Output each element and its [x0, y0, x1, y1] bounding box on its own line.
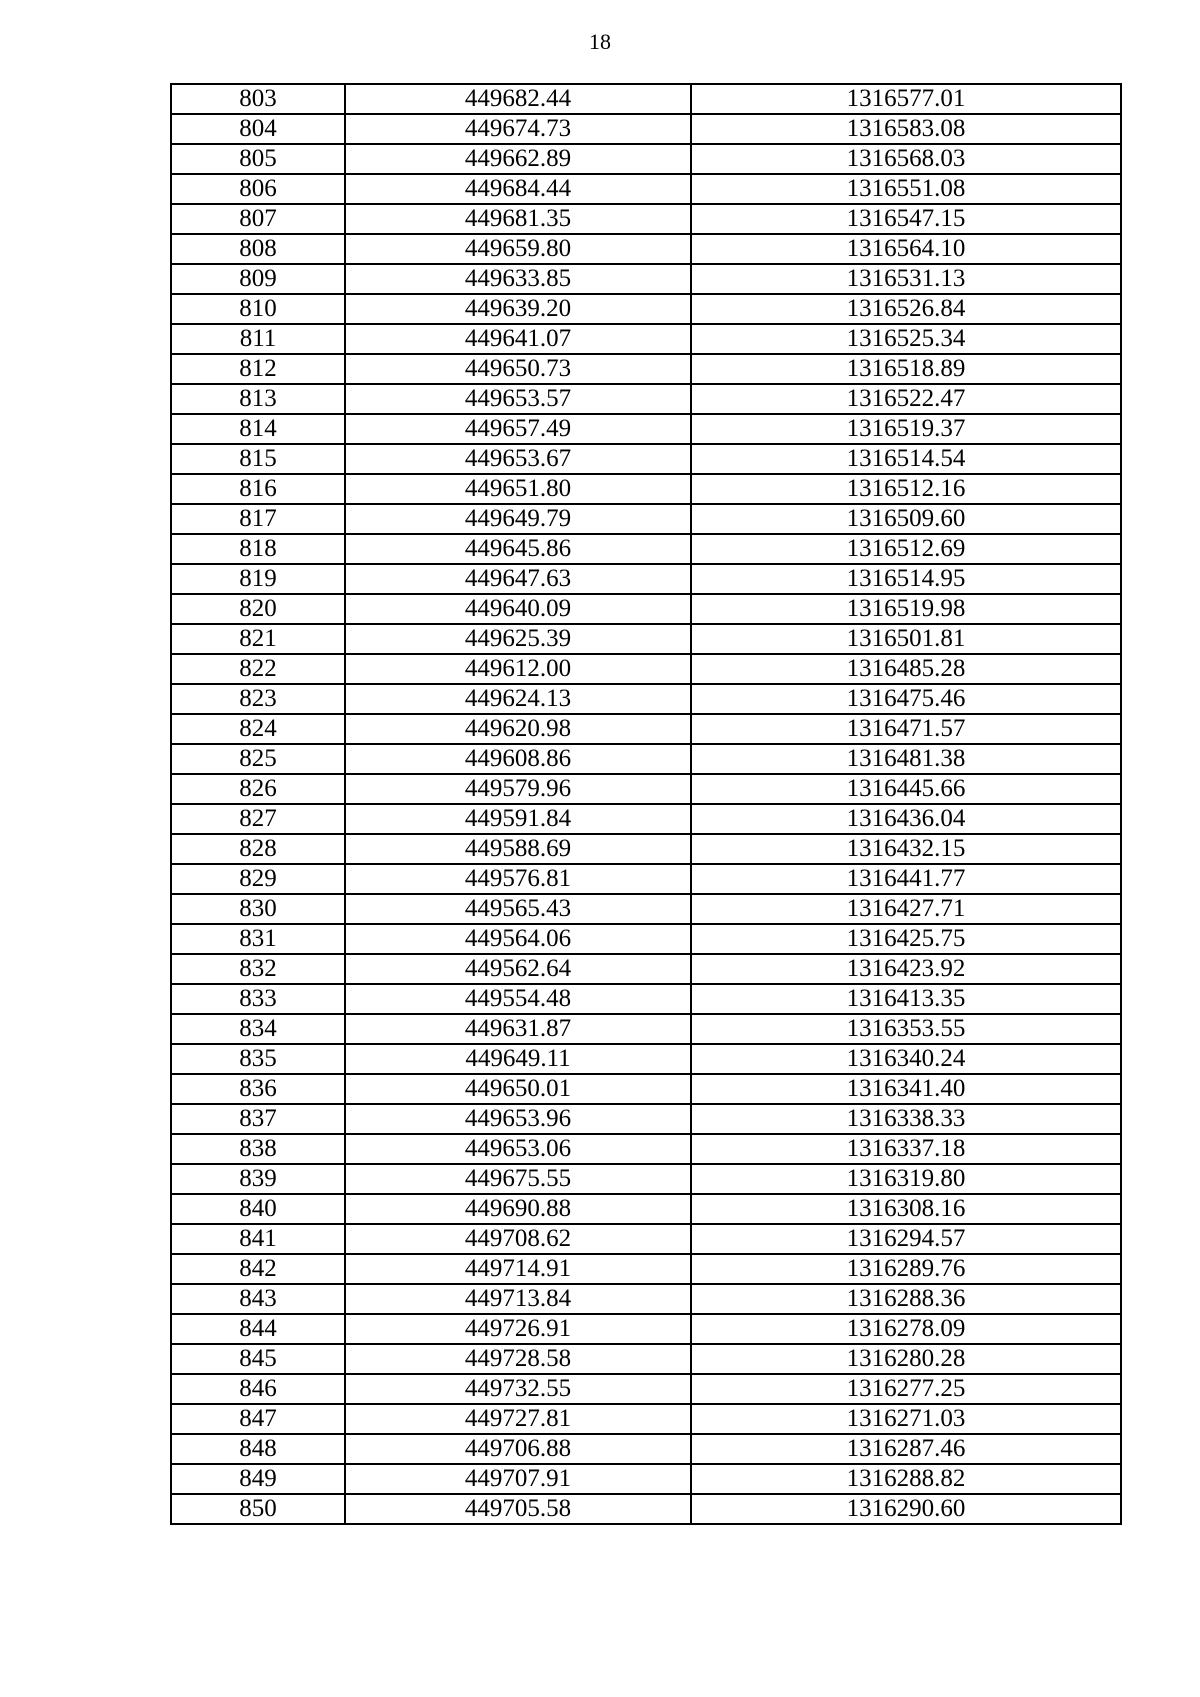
table-row	[171, 1224, 1121, 1254]
y-coordinate-cell: 1316290.60	[691, 1494, 1121, 1524]
y-coordinate-cell: 1316564.10	[691, 234, 1121, 264]
point-number-cell: 819	[171, 564, 345, 594]
x-coordinate-cell: 449562.64	[345, 954, 691, 984]
y-coordinate-cell: 1316280.28	[691, 1344, 1121, 1374]
x-coordinate-cell: 449565.43	[345, 894, 691, 924]
x-coordinate-cell: 449726.91	[345, 1314, 691, 1344]
table-row	[171, 174, 1121, 204]
point-number-cell: 813	[171, 384, 345, 414]
point-number-cell: 812	[171, 354, 345, 384]
table-row	[171, 594, 1121, 624]
x-coordinate-cell: 449653.57	[345, 384, 691, 414]
y-coordinate-cell: 1316512.16	[691, 474, 1121, 504]
table-row	[171, 384, 1121, 414]
table-row	[171, 1014, 1121, 1044]
y-coordinate-cell: 1316519.98	[691, 594, 1121, 624]
table-row	[171, 1434, 1121, 1464]
x-coordinate-cell: 449576.81	[345, 864, 691, 894]
x-coordinate-cell: 449631.87	[345, 1014, 691, 1044]
y-coordinate-cell: 1316353.55	[691, 1014, 1121, 1044]
y-coordinate-cell: 1316288.36	[691, 1284, 1121, 1314]
x-coordinate-cell: 449653.67	[345, 444, 691, 474]
coordinates-table	[170, 83, 1122, 1525]
table-row	[171, 924, 1121, 954]
point-number-cell: 811	[171, 324, 345, 354]
x-coordinate-cell: 449653.06	[345, 1134, 691, 1164]
point-number-cell: 850	[171, 1494, 345, 1524]
x-coordinate-cell: 449650.01	[345, 1074, 691, 1104]
x-coordinate-cell: 449649.79	[345, 504, 691, 534]
table-row	[171, 234, 1121, 264]
table-row	[171, 834, 1121, 864]
point-number-cell: 827	[171, 804, 345, 834]
y-coordinate-cell: 1316514.95	[691, 564, 1121, 594]
table-row	[171, 84, 1121, 114]
point-number-cell: 841	[171, 1224, 345, 1254]
x-coordinate-cell: 449713.84	[345, 1284, 691, 1314]
table-row	[171, 114, 1121, 144]
x-coordinate-cell: 449645.86	[345, 534, 691, 564]
y-coordinate-cell: 1316427.71	[691, 894, 1121, 924]
x-coordinate-cell: 449732.55	[345, 1374, 691, 1404]
table-row	[171, 654, 1121, 684]
y-coordinate-cell: 1316341.40	[691, 1074, 1121, 1104]
y-coordinate-cell: 1316278.09	[691, 1314, 1121, 1344]
y-coordinate-cell: 1316432.15	[691, 834, 1121, 864]
point-number-cell: 842	[171, 1254, 345, 1284]
y-coordinate-cell: 1316441.77	[691, 864, 1121, 894]
point-number-cell: 838	[171, 1134, 345, 1164]
y-coordinate-cell: 1316445.66	[691, 774, 1121, 804]
table-row	[171, 714, 1121, 744]
y-coordinate-cell: 1316287.46	[691, 1434, 1121, 1464]
table-row	[171, 294, 1121, 324]
x-coordinate-cell: 449728.58	[345, 1344, 691, 1374]
x-coordinate-cell: 449705.58	[345, 1494, 691, 1524]
point-number-cell: 833	[171, 984, 345, 1014]
point-number-cell: 849	[171, 1464, 345, 1494]
point-number-cell: 825	[171, 744, 345, 774]
y-coordinate-cell: 1316583.08	[691, 114, 1121, 144]
point-number-cell: 832	[171, 954, 345, 984]
x-coordinate-cell: 449727.81	[345, 1404, 691, 1434]
point-number-cell: 824	[171, 714, 345, 744]
y-coordinate-cell: 1316525.34	[691, 324, 1121, 354]
table-row	[171, 954, 1121, 984]
x-coordinate-cell: 449564.06	[345, 924, 691, 954]
table-row	[171, 474, 1121, 504]
x-coordinate-cell: 449662.89	[345, 144, 691, 174]
point-number-cell: 823	[171, 684, 345, 714]
point-number-cell: 805	[171, 144, 345, 174]
point-number-cell: 831	[171, 924, 345, 954]
point-number-cell: 846	[171, 1374, 345, 1404]
table-row	[171, 1044, 1121, 1074]
table-row	[171, 1374, 1121, 1404]
table-row	[171, 504, 1121, 534]
x-coordinate-cell: 449653.96	[345, 1104, 691, 1134]
y-coordinate-cell: 1316531.13	[691, 264, 1121, 294]
table-row	[171, 1284, 1121, 1314]
point-number-cell: 808	[171, 234, 345, 264]
point-number-cell: 845	[171, 1344, 345, 1374]
y-coordinate-cell: 1316547.15	[691, 204, 1121, 234]
table-row	[171, 144, 1121, 174]
y-coordinate-cell: 1316519.37	[691, 414, 1121, 444]
x-coordinate-cell: 449608.86	[345, 744, 691, 774]
x-coordinate-cell: 449708.62	[345, 1224, 691, 1254]
point-number-cell: 828	[171, 834, 345, 864]
y-coordinate-cell: 1316271.03	[691, 1404, 1121, 1434]
y-coordinate-cell: 1316485.28	[691, 654, 1121, 684]
point-number-cell: 803	[171, 84, 345, 114]
x-coordinate-cell: 449647.63	[345, 564, 691, 594]
x-coordinate-cell: 449640.09	[345, 594, 691, 624]
table-row	[171, 264, 1121, 294]
x-coordinate-cell: 449690.88	[345, 1194, 691, 1224]
table-row	[171, 1494, 1121, 1524]
x-coordinate-cell: 449651.80	[345, 474, 691, 504]
table-row	[171, 1314, 1121, 1344]
y-coordinate-cell: 1316413.35	[691, 984, 1121, 1014]
x-coordinate-cell: 449612.00	[345, 654, 691, 684]
table-row	[171, 1194, 1121, 1224]
table-row	[171, 1104, 1121, 1134]
point-number-cell: 809	[171, 264, 345, 294]
point-number-cell: 847	[171, 1404, 345, 1434]
y-coordinate-cell: 1316436.04	[691, 804, 1121, 834]
table-row	[171, 534, 1121, 564]
y-coordinate-cell: 1316423.92	[691, 954, 1121, 984]
y-coordinate-cell: 1316577.01	[691, 84, 1121, 114]
point-number-cell: 844	[171, 1314, 345, 1344]
y-coordinate-cell: 1316294.57	[691, 1224, 1121, 1254]
point-number-cell: 807	[171, 204, 345, 234]
y-coordinate-cell: 1316501.81	[691, 624, 1121, 654]
point-number-cell: 806	[171, 174, 345, 204]
point-number-cell: 820	[171, 594, 345, 624]
point-number-cell: 837	[171, 1104, 345, 1134]
y-coordinate-cell: 1316509.60	[691, 504, 1121, 534]
point-number-cell: 848	[171, 1434, 345, 1464]
table-row	[171, 894, 1121, 924]
y-coordinate-cell: 1316277.25	[691, 1374, 1121, 1404]
y-coordinate-cell: 1316338.33	[691, 1104, 1121, 1134]
x-coordinate-cell: 449684.44	[345, 174, 691, 204]
y-coordinate-cell: 1316337.18	[691, 1134, 1121, 1164]
y-coordinate-cell: 1316471.57	[691, 714, 1121, 744]
x-coordinate-cell: 449554.48	[345, 984, 691, 1014]
x-coordinate-cell: 449675.55	[345, 1164, 691, 1194]
point-number-cell: 816	[171, 474, 345, 504]
table-row	[171, 324, 1121, 354]
table-row	[171, 1134, 1121, 1164]
point-number-cell: 826	[171, 774, 345, 804]
table-body	[171, 84, 1121, 1524]
y-coordinate-cell: 1316518.89	[691, 354, 1121, 384]
table-row	[171, 984, 1121, 1014]
y-coordinate-cell: 1316288.82	[691, 1464, 1121, 1494]
y-coordinate-cell: 1316481.38	[691, 744, 1121, 774]
page-number: 18	[589, 29, 611, 54]
table-row	[171, 774, 1121, 804]
x-coordinate-cell: 449579.96	[345, 774, 691, 804]
table-row	[171, 804, 1121, 834]
x-coordinate-cell: 449620.98	[345, 714, 691, 744]
table-row	[171, 564, 1121, 594]
point-number-cell: 840	[171, 1194, 345, 1224]
point-number-cell: 836	[171, 1074, 345, 1104]
y-coordinate-cell: 1316425.75	[691, 924, 1121, 954]
y-coordinate-cell: 1316522.47	[691, 384, 1121, 414]
y-coordinate-cell: 1316551.08	[691, 174, 1121, 204]
y-coordinate-cell: 1316526.84	[691, 294, 1121, 324]
point-number-cell: 834	[171, 1014, 345, 1044]
x-coordinate-cell: 449624.13	[345, 684, 691, 714]
point-number-cell: 818	[171, 534, 345, 564]
point-number-cell: 829	[171, 864, 345, 894]
point-number-cell: 815	[171, 444, 345, 474]
table-row	[171, 684, 1121, 714]
table-row	[171, 1164, 1121, 1194]
table-row	[171, 624, 1121, 654]
point-number-cell: 830	[171, 894, 345, 924]
x-coordinate-cell: 449641.07	[345, 324, 691, 354]
x-coordinate-cell: 449682.44	[345, 84, 691, 114]
y-coordinate-cell: 1316319.80	[691, 1164, 1121, 1194]
point-number-cell: 817	[171, 504, 345, 534]
table-row	[171, 1254, 1121, 1284]
x-coordinate-cell: 449639.20	[345, 294, 691, 324]
table-row	[171, 1344, 1121, 1374]
x-coordinate-cell: 449706.88	[345, 1434, 691, 1464]
table-row	[171, 444, 1121, 474]
x-coordinate-cell: 449659.80	[345, 234, 691, 264]
table-row	[171, 354, 1121, 384]
table-row	[171, 1464, 1121, 1494]
point-number-cell: 804	[171, 114, 345, 144]
x-coordinate-cell: 449674.73	[345, 114, 691, 144]
x-coordinate-cell: 449633.85	[345, 264, 691, 294]
table-row	[171, 204, 1121, 234]
point-number-cell: 810	[171, 294, 345, 324]
table-row	[171, 1404, 1121, 1434]
y-coordinate-cell: 1316289.76	[691, 1254, 1121, 1284]
point-number-cell: 835	[171, 1044, 345, 1074]
x-coordinate-cell: 449625.39	[345, 624, 691, 654]
x-coordinate-cell: 449707.91	[345, 1464, 691, 1494]
x-coordinate-cell: 449591.84	[345, 804, 691, 834]
x-coordinate-cell: 449657.49	[345, 414, 691, 444]
x-coordinate-cell: 449714.91	[345, 1254, 691, 1284]
table-row	[171, 1074, 1121, 1104]
point-number-cell: 821	[171, 624, 345, 654]
y-coordinate-cell: 1316512.69	[691, 534, 1121, 564]
table-row	[171, 414, 1121, 444]
point-number-cell: 822	[171, 654, 345, 684]
y-coordinate-cell: 1316568.03	[691, 144, 1121, 174]
point-number-cell: 814	[171, 414, 345, 444]
table-row	[171, 864, 1121, 894]
point-number-cell: 839	[171, 1164, 345, 1194]
y-coordinate-cell: 1316308.16	[691, 1194, 1121, 1224]
x-coordinate-cell: 449588.69	[345, 834, 691, 864]
x-coordinate-cell: 449681.35	[345, 204, 691, 234]
x-coordinate-cell: 449650.73	[345, 354, 691, 384]
x-coordinate-cell: 449649.11	[345, 1044, 691, 1074]
point-number-cell: 843	[171, 1284, 345, 1314]
table-row	[171, 744, 1121, 774]
y-coordinate-cell: 1316475.46	[691, 684, 1121, 714]
y-coordinate-cell: 1316340.24	[691, 1044, 1121, 1074]
y-coordinate-cell: 1316514.54	[691, 444, 1121, 474]
